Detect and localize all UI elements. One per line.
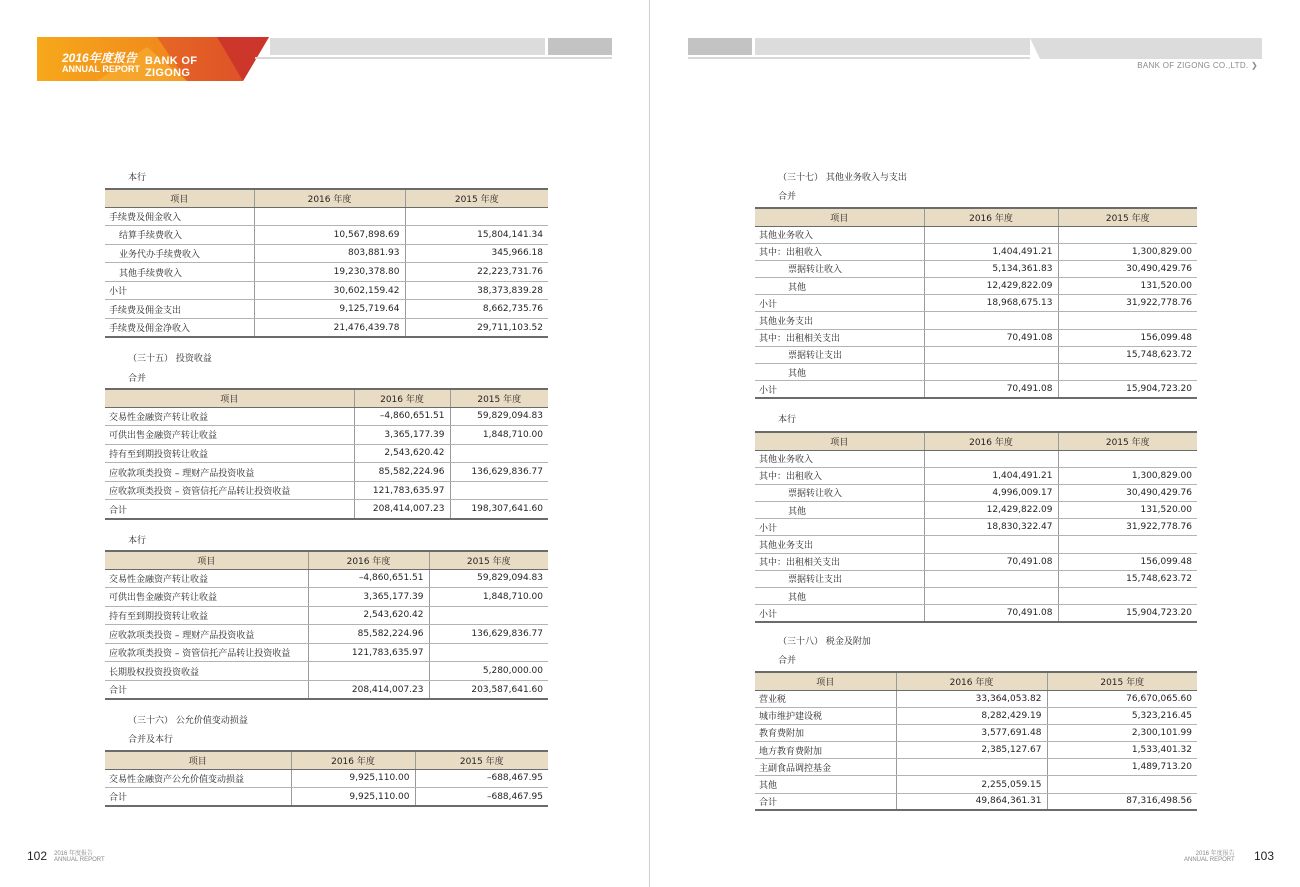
row-label: 其中：出租收入 [755, 467, 924, 484]
cell-value [924, 570, 1058, 587]
cell-value: 31,922,778.76 [1058, 519, 1197, 536]
row-label: 合计 [755, 793, 896, 810]
table-row [755, 243, 1197, 260]
row-label: 应收款项类投资 – 资管信托产品转让投资收益 [105, 481, 354, 500]
cell-value: 1,404,491.21 [924, 243, 1058, 260]
column-header-y2015: 2015 年度 [1058, 208, 1197, 226]
row-label: 小计 [755, 381, 924, 398]
cell-value: 3,577,691.48 [896, 724, 1047, 741]
cell-value: 29,711,103.52 [405, 319, 548, 338]
row-label: 可供出售金融资产转让收益 [105, 426, 354, 445]
row-label: 持有至到期投资转让收益 [105, 444, 354, 463]
table-row [755, 707, 1197, 724]
tax-surcharge-table [755, 671, 1197, 811]
row-label: 小计 [105, 281, 254, 300]
row-label: 小计 [755, 605, 924, 622]
column-header-item: 项目 [105, 189, 254, 207]
column-header-y2016: 2016 年度 [924, 432, 1058, 450]
other-business-consol-label: 合并 [778, 192, 797, 202]
table-row [105, 606, 548, 625]
cell-value [450, 444, 548, 463]
bank-line1: BANK OF [145, 55, 198, 67]
table-row [755, 724, 1197, 741]
table-header-row [755, 672, 1197, 690]
table-row [755, 467, 1197, 484]
cell-value [450, 481, 548, 500]
row-label: 其他 [755, 278, 924, 295]
table-row [105, 788, 548, 807]
table-row [755, 312, 1197, 329]
column-header-item: 项目 [105, 551, 308, 569]
header-bar-right [755, 38, 1030, 55]
header-bar-tab [548, 38, 612, 55]
cell-value: 30,490,429.76 [1058, 484, 1197, 501]
table-row [755, 570, 1197, 587]
header-rule-right [688, 57, 1030, 59]
cell-value: 198,307,641.60 [450, 500, 548, 519]
row-label: 票据转让收入 [755, 260, 924, 277]
cell-value: 87,316,498.56 [1047, 793, 1197, 810]
table-row [105, 407, 548, 426]
row-label: 小计 [755, 295, 924, 312]
cell-value: 4,996,009.17 [924, 484, 1058, 501]
cell-value: 3,365,177.39 [354, 426, 450, 445]
page-number-left: 102 [27, 849, 48, 863]
table-row [755, 742, 1197, 759]
column-header-y2015: 2015 年度 [1047, 672, 1197, 690]
row-label: 应收款项类投资 – 理财产品投资收益 [105, 463, 354, 482]
cell-value [1058, 450, 1197, 467]
bank-line2: ZIGONG [145, 67, 191, 79]
cell-value [924, 346, 1058, 363]
table-row [755, 346, 1197, 363]
row-label: 合计 [105, 500, 354, 519]
row-label: 其中：出租收入 [755, 243, 924, 260]
cell-value: 85,582,224.96 [354, 463, 450, 482]
footer-right-line2: ANNUAL REPORT [1184, 857, 1235, 863]
tax-consol-label: 合并 [778, 656, 797, 666]
cell-value: 2,543,620.42 [354, 444, 450, 463]
row-label: 其他业务收入 [755, 450, 924, 467]
column-header-item: 项目 [755, 208, 924, 226]
row-label: 票据转让收入 [755, 484, 924, 501]
other-business-heading: （三十七） 其他业务收入与支出 [778, 173, 907, 183]
table-row [755, 536, 1197, 553]
row-label: 合计 [105, 681, 308, 700]
cell-value: 2,385,127.67 [896, 742, 1047, 759]
cell-value: 2,543,620.42 [308, 606, 429, 625]
column-header-y2015: 2015 年度 [415, 751, 548, 769]
investment-bank-label: 本行 [128, 536, 147, 546]
table-row [105, 500, 548, 519]
row-label: 交易性金融资产转让收益 [105, 407, 354, 426]
table-row [755, 295, 1197, 312]
table-row [755, 450, 1197, 467]
cell-value: 1,404,491.21 [924, 467, 1058, 484]
cell-value: –688,467.95 [415, 769, 548, 788]
logo-line2: ANNUAL REPORT [62, 64, 140, 74]
table-row [105, 319, 548, 338]
cell-value: 1,300,829.00 [1058, 243, 1197, 260]
cell-value: 18,968,675.13 [924, 295, 1058, 312]
table-row [755, 226, 1197, 243]
table-row [755, 484, 1197, 501]
cell-value [924, 312, 1058, 329]
row-label: 长期股权投资投资收益 [105, 662, 308, 681]
cell-value: 8,282,429.19 [896, 707, 1047, 724]
table-row [105, 625, 548, 644]
table-row [755, 553, 1197, 570]
cell-value [429, 643, 548, 662]
table-row [755, 690, 1197, 707]
cell-value: 9,925,110.00 [291, 788, 415, 807]
column-header-y2016: 2016 年度 [924, 208, 1058, 226]
cell-value: 15,904,723.20 [1058, 381, 1197, 398]
cell-value: 59,829,094.83 [450, 407, 548, 426]
column-header-y2015: 2015 年度 [405, 189, 548, 207]
footer-left-line2: ANNUAL REPORT [54, 857, 105, 863]
cell-value: 208,414,007.23 [354, 500, 450, 519]
header-bar-tab-right [688, 38, 752, 55]
row-label: 应收款项类投资 – 资管信托产品转让投资收益 [105, 643, 308, 662]
footer-right-line1: 2016 年度报告 [1195, 851, 1235, 857]
table-row [755, 588, 1197, 605]
table-row [755, 605, 1197, 622]
cell-value: –4,860,651.51 [354, 407, 450, 426]
row-label: 其他 [755, 364, 924, 381]
table-row [755, 502, 1197, 519]
cell-value: 8,662,735.76 [405, 300, 548, 319]
column-header-item: 项目 [105, 389, 354, 407]
cell-value: 70,491.08 [924, 329, 1058, 346]
right-bank-name: BANK OF ZIGONG CO.,LTD. ❯ [1137, 61, 1258, 70]
column-header-y2015: 2015 年度 [1058, 432, 1197, 450]
footer-left-line1: 2016 年度报告 [54, 851, 94, 857]
table-row [105, 244, 548, 263]
cell-value: 85,582,224.96 [308, 625, 429, 644]
cell-value [896, 759, 1047, 776]
fair-value-change-table [105, 750, 548, 807]
cell-value: 33,364,053.82 [896, 690, 1047, 707]
table-row [105, 263, 548, 282]
row-label: 票据转让支出 [755, 570, 924, 587]
column-header-item: 项目 [755, 672, 896, 690]
table-row [755, 776, 1197, 793]
cell-value [924, 364, 1058, 381]
table-row [755, 519, 1197, 536]
fee-section-label: 本行 [128, 173, 147, 183]
header-bar-slant [1030, 38, 1262, 59]
row-label: 其中：出租相关支出 [755, 553, 924, 570]
column-header-item: 项目 [105, 751, 291, 769]
row-label: 手续费及佣金收入 [105, 207, 254, 226]
cell-value: 70,491.08 [924, 381, 1058, 398]
table-row [755, 364, 1197, 381]
tax-heading: （三十八） 税金及附加 [778, 637, 871, 647]
cell-value: 1,848,710.00 [450, 426, 548, 445]
table-row [105, 444, 548, 463]
cell-value [429, 606, 548, 625]
column-header-y2016: 2016 年度 [354, 389, 450, 407]
column-header-y2016: 2016 年度 [291, 751, 415, 769]
table-row [105, 300, 548, 319]
row-label: 小计 [755, 519, 924, 536]
row-label: 其他 [755, 502, 924, 519]
cell-value [924, 226, 1058, 243]
cell-value: 15,804,141.34 [405, 226, 548, 245]
row-label: 其他业务收入 [755, 226, 924, 243]
cell-value: 70,491.08 [924, 605, 1058, 622]
cell-value: 5,134,361.83 [924, 260, 1058, 277]
table-row [105, 662, 548, 681]
row-label: 地方教育费附加 [755, 742, 896, 759]
other-business-bank-label: 本行 [778, 415, 797, 425]
table-header-row [105, 751, 548, 769]
bank-name [145, 55, 197, 79]
table-row [105, 588, 548, 607]
cell-value: 131,520.00 [1058, 278, 1197, 295]
row-label: 合计 [105, 788, 291, 807]
cell-value: 9,125,719.64 [254, 300, 405, 319]
investment-income-bank-table [105, 550, 548, 700]
cell-value: 12,429,822.09 [924, 278, 1058, 295]
cell-value: 31,922,778.76 [1058, 295, 1197, 312]
cell-value: 22,223,731.76 [405, 263, 548, 282]
cell-value: –688,467.95 [415, 788, 548, 807]
table-row [105, 426, 548, 445]
cell-value: 1,533,401.32 [1047, 742, 1197, 759]
cell-value: 3,365,177.39 [308, 588, 429, 607]
table-row [105, 481, 548, 500]
cell-value: –4,860,651.51 [308, 569, 429, 588]
table-row [755, 329, 1197, 346]
cell-value: 5,323,216.45 [1047, 707, 1197, 724]
column-header-y2016: 2016 年度 [896, 672, 1047, 690]
investment-income-heading: （三十五） 投资收益 [128, 354, 212, 364]
cell-value: 156,099.48 [1058, 329, 1197, 346]
column-header-y2015: 2015 年度 [429, 551, 548, 569]
table-row [105, 569, 548, 588]
cell-value: 121,783,635.97 [354, 481, 450, 500]
investment-consol-label: 合并 [128, 374, 147, 384]
cell-value: 156,099.48 [1058, 553, 1197, 570]
cell-value: 2,300,101.99 [1047, 724, 1197, 741]
cell-value: 803,881.93 [254, 244, 405, 263]
fee-commission-table [105, 188, 548, 338]
cell-value: 30,490,429.76 [1058, 260, 1197, 277]
cell-value: 10,567,898.69 [254, 226, 405, 245]
cell-value: 1,848,710.00 [429, 588, 548, 607]
cell-value [1058, 536, 1197, 553]
cell-value [1058, 364, 1197, 381]
column-header-item: 项目 [755, 432, 924, 450]
row-label: 其他手续费收入 [105, 263, 254, 282]
column-header-y2015: 2015 年度 [450, 389, 548, 407]
cell-value [924, 450, 1058, 467]
table-row [105, 681, 548, 700]
table-header-row [105, 389, 548, 407]
cell-value: 131,520.00 [1058, 502, 1197, 519]
cell-value: 21,476,439.78 [254, 319, 405, 338]
row-label: 教育费附加 [755, 724, 896, 741]
page-spread-divider [649, 0, 650, 887]
table-row [755, 381, 1197, 398]
row-label: 应收款项类投资 – 理财产品投资收益 [105, 625, 308, 644]
table-row [105, 769, 548, 788]
fair-value-heading: （三十六） 公允价值变动损益 [128, 716, 248, 726]
row-label: 其他 [755, 588, 924, 605]
report-banner [37, 37, 269, 81]
cell-value: 38,373,839.28 [405, 281, 548, 300]
cell-value [254, 207, 405, 226]
cell-value [1058, 226, 1197, 243]
row-label: 主副食品调控基金 [755, 759, 896, 776]
page-number-right: 103 [1254, 849, 1275, 863]
table-row [105, 207, 548, 226]
logo-line1: 2016年度报告 [62, 51, 137, 65]
cell-value: 15,748,623.72 [1058, 570, 1197, 587]
cell-value: 1,300,829.00 [1058, 467, 1197, 484]
cell-value [924, 588, 1058, 605]
cell-value [1058, 312, 1197, 329]
cell-value: 12,429,822.09 [924, 502, 1058, 519]
cell-value [405, 207, 548, 226]
cell-value: 136,629,836.77 [429, 625, 548, 644]
other-business-consolidated-table [755, 207, 1197, 399]
cell-value: 59,829,094.83 [429, 569, 548, 588]
footer-logo-right [1184, 851, 1235, 863]
cell-value: 30,602,159.42 [254, 281, 405, 300]
header-rule [255, 57, 612, 59]
column-header-y2016: 2016 年度 [254, 189, 405, 207]
row-label: 其他 [755, 776, 896, 793]
table-row [105, 643, 548, 662]
fair-value-label: 合并及本行 [128, 735, 174, 745]
table-row [755, 278, 1197, 295]
cell-value: 49,864,361.31 [896, 793, 1047, 810]
cell-value: 208,414,007.23 [308, 681, 429, 700]
cell-value: 203,587,641.60 [429, 681, 548, 700]
header-bar [270, 38, 545, 55]
table-row [105, 463, 548, 482]
cell-value: 136,629,836.77 [450, 463, 548, 482]
row-label: 营业税 [755, 690, 896, 707]
cell-value [924, 536, 1058, 553]
cell-value: 5,280,000.00 [429, 662, 548, 681]
column-header-y2016: 2016 年度 [308, 551, 429, 569]
table-row [755, 793, 1197, 810]
row-label: 城市维护建设税 [755, 707, 896, 724]
other-business-bank-table [755, 431, 1197, 623]
table-header-row [105, 189, 548, 207]
row-label: 其他业务支出 [755, 312, 924, 329]
table-row [755, 260, 1197, 277]
cell-value: 76,670,065.60 [1047, 690, 1197, 707]
cell-value: 19,230,378.80 [254, 263, 405, 282]
row-label: 交易性金融资产公允价值变动损益 [105, 769, 291, 788]
row-label: 持有至到期投资转让收益 [105, 606, 308, 625]
table-row [105, 281, 548, 300]
cell-value: 18,830,322.47 [924, 519, 1058, 536]
report-logo [62, 53, 140, 75]
cell-value [1058, 588, 1197, 605]
cell-value [1047, 776, 1197, 793]
row-label: 业务代办手续费收入 [105, 244, 254, 263]
row-label: 票据转让支出 [755, 346, 924, 363]
row-label: 手续费及佣金净收入 [105, 319, 254, 338]
cell-value: 15,748,623.72 [1058, 346, 1197, 363]
row-label: 交易性金融资产转让收益 [105, 569, 308, 588]
row-label: 其他业务支出 [755, 536, 924, 553]
table-row [755, 759, 1197, 776]
table-header-row [105, 551, 548, 569]
table-row [105, 226, 548, 245]
chevron-right-icon: ❯ [1250, 61, 1258, 70]
row-label: 可供出售金融资产转让收益 [105, 588, 308, 607]
cell-value: 2,255,059.15 [896, 776, 1047, 793]
row-label: 结算手续费收入 [105, 226, 254, 245]
cell-value: 15,904,723.20 [1058, 605, 1197, 622]
cell-value [308, 662, 429, 681]
cell-value: 9,925,110.00 [291, 769, 415, 788]
cell-value: 1,489,713.20 [1047, 759, 1197, 776]
cell-value: 345,966.18 [405, 244, 548, 263]
investment-income-consolidated-table [105, 388, 548, 520]
row-label: 手续费及佣金支出 [105, 300, 254, 319]
cell-value: 70,491.08 [924, 553, 1058, 570]
table-header-row [755, 208, 1197, 226]
cell-value: 121,783,635.97 [308, 643, 429, 662]
table-header-row [755, 432, 1197, 450]
row-label: 其中：出租相关支出 [755, 329, 924, 346]
footer-logo-left [54, 851, 105, 863]
